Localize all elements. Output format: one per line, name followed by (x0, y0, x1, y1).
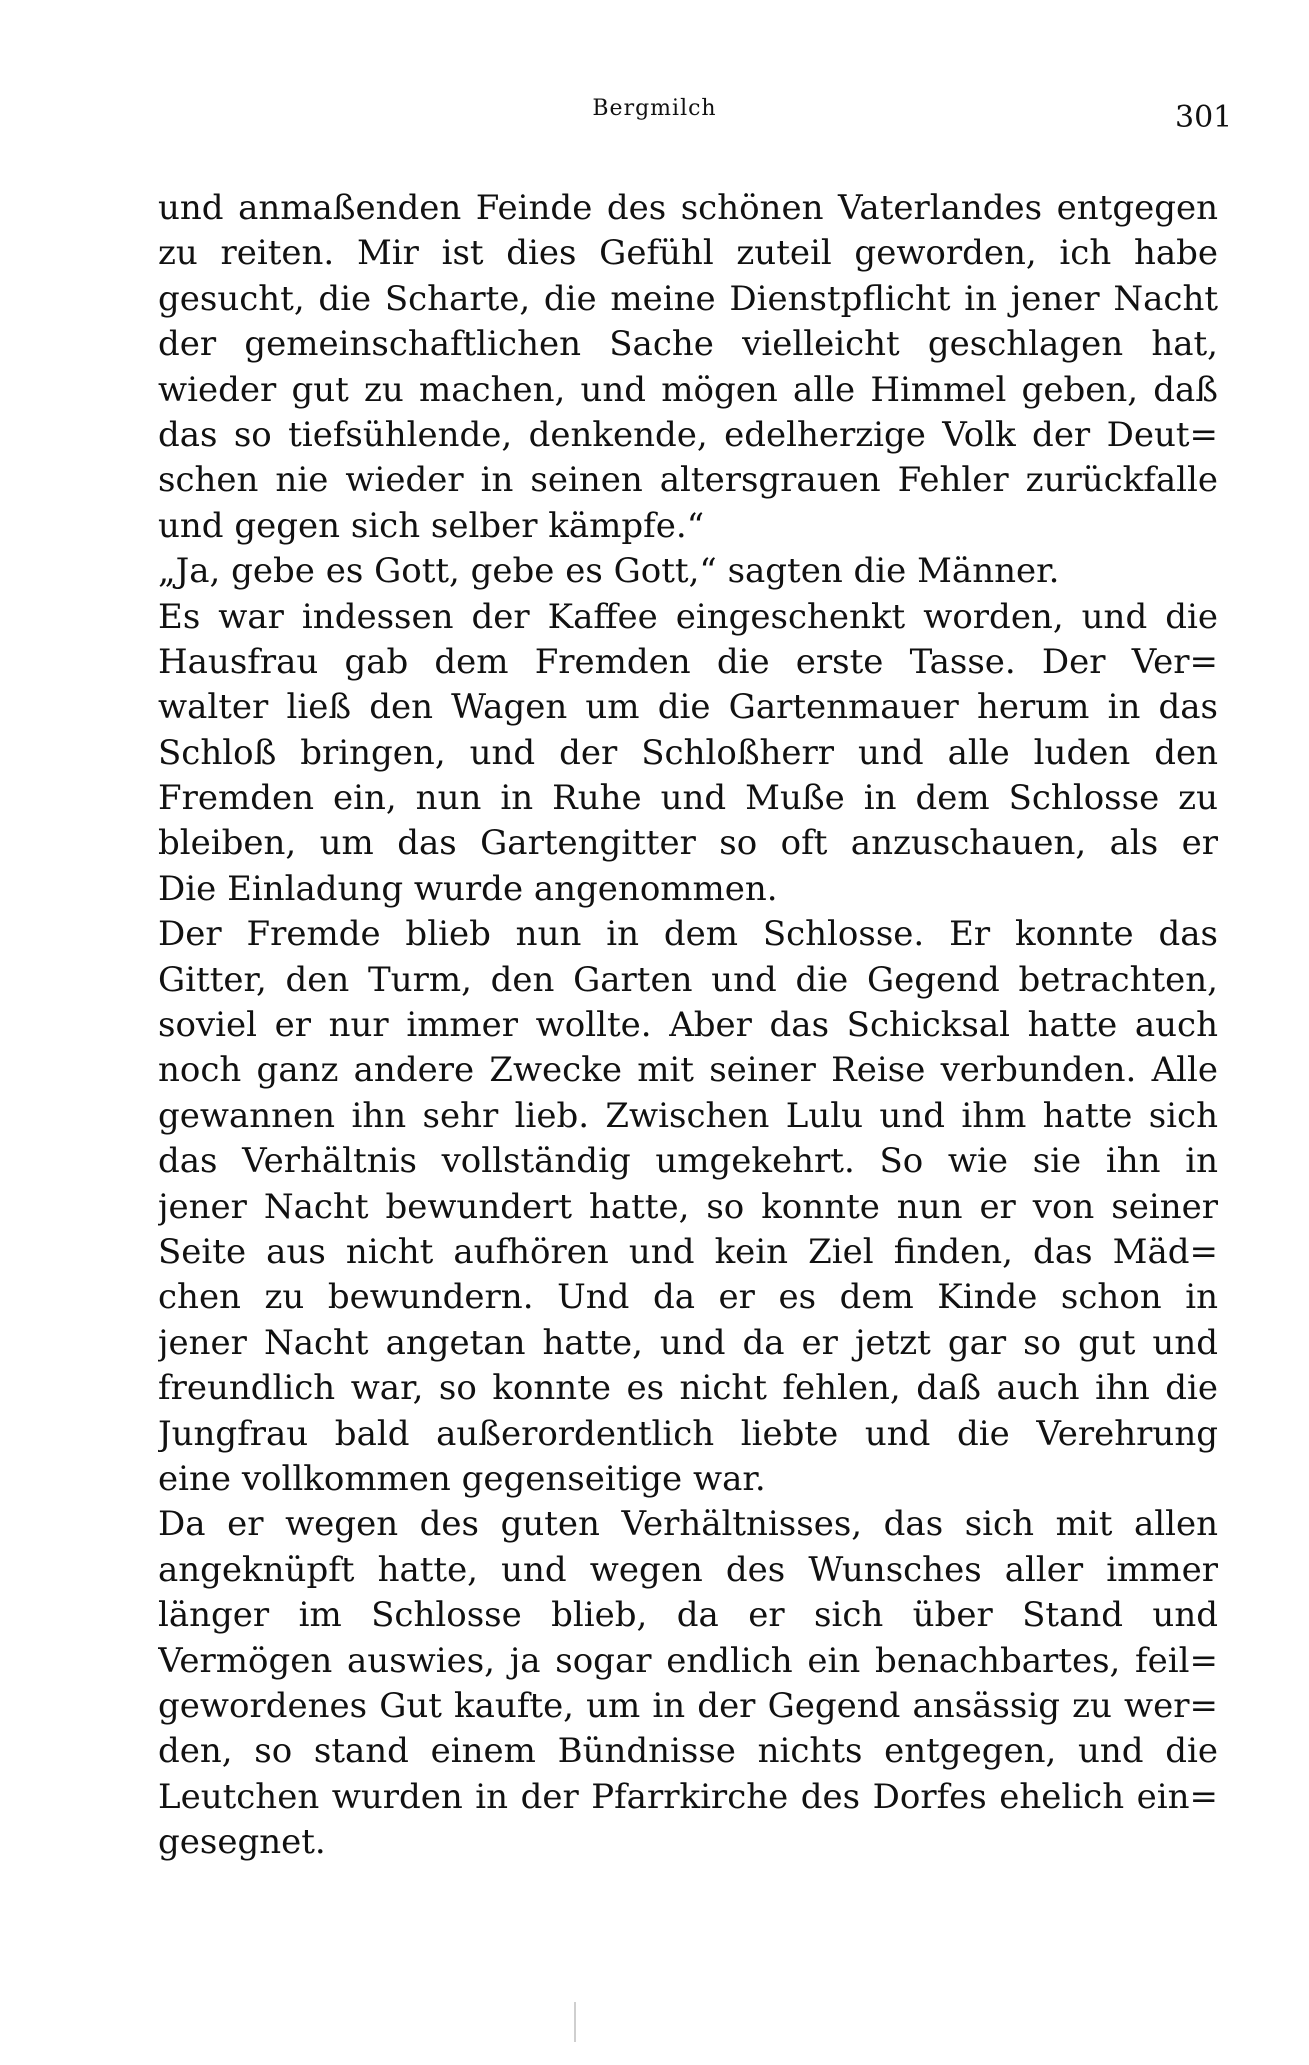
text-line: eine vollkommen gegenseitige war. (158, 1458, 766, 1499)
text-line: das Verhältnis vollständig umgekehrt. So wie sie ihn in (158, 1141, 1218, 1182)
text-line: „Ja, gebe es Gott, gebe es Gott,“ sagten die Männer. (158, 551, 1060, 592)
text-line: Seite aus nicht aufhören und kein Ziel finden, das Mäd= (158, 1231, 1218, 1272)
text-line: angeknüpft hatte, und wegen des Wunsches aller immer (158, 1549, 1218, 1590)
text-line: gewannen ihn sehr lieb. Zwischen Lulu und ihm hatte sich (158, 1095, 1218, 1136)
scan-mark (574, 2002, 576, 2042)
text-line: Da er wegen des guten Verhältnisses, das sich mit allen (158, 1504, 1218, 1545)
text-line: jener Nacht bewundert hatte, so konnte nun er von seiner (158, 1186, 1218, 1227)
text-line: chen zu bewundern. Und da er es dem Kinde schon in (158, 1277, 1218, 1318)
text-line: schen nie wieder in seinen altersgrauen Fehler zurückfalle (158, 460, 1218, 501)
text-line: den, so stand einem Bündnisse nichts entgegen, und die (158, 1731, 1218, 1772)
text-line: Der Fremde blieb nun in dem Schlosse. Er konnte das (158, 914, 1218, 955)
text-line: bleiben, um das Gartengitter so oft anzuschauen, als er (158, 823, 1218, 864)
text-line: walter ließ den Wagen um die Gartenmauer herum in das (158, 687, 1218, 728)
text-line: gesucht, die Scharte, die meine Dienstpflicht in jener Nacht (158, 278, 1218, 319)
text-line: und anmaßenden Feinde des schönen Vaterlandes entgegen (158, 188, 1218, 228)
text-line: Fremden ein, nun in Ruhe und Muße in dem Schlosse zu (158, 778, 1218, 819)
body-text (158, 186, 1218, 1865)
text-line: Hausfrau gab dem Fremden die erste Tasse. Der Ver= (158, 641, 1218, 682)
text-line: Die Einladung wurde angenommen. (158, 868, 778, 909)
text-line: zu reiten. Mir ist dies Gefühl zuteil geworden, ich habe (158, 233, 1218, 274)
text-line: das so tiefsühlende, denkende, edelherzige Volk der Deut= (158, 414, 1218, 455)
text-line: Jungfrau bald außerordentlich liebte und die Verehrung (158, 1413, 1218, 1454)
text-line: Schloß bringen, und der Schloßherr und alle luden den (158, 732, 1218, 773)
running-title: Bergmilch (592, 96, 717, 121)
text-line: gewordenes Gut kaufte, um in der Gegend ansässig zu wer= (158, 1685, 1218, 1726)
text-line: Gitter, den Turm, den Garten und die Gegend betrachten, (158, 959, 1218, 1000)
text-line: Vermögen auswies, ja sogar endlich ein benachbartes, feil= (158, 1640, 1218, 1681)
text-line: freundlich war, so konnte es nicht fehlen, daß auch ihn die (158, 1368, 1218, 1409)
text-line: länger im Schlosse blieb, da er sich über Stand und (158, 1595, 1218, 1636)
text-line: wieder gut zu machen, und mögen alle Himmel geben, daß (158, 369, 1218, 410)
text-line: der gemeinschaftlichen Sache vielleicht geschlagen hat, (158, 324, 1218, 365)
text-line: gesegnet. (158, 1822, 326, 1863)
text-line: noch ganz andere Zwecke mit seiner Reise verbunden. Alle (158, 1050, 1218, 1091)
text-line: und gegen sich selber kämpfe.“ (158, 505, 705, 546)
text-line: Leutchen wurden in der Pfarrkirche des Dorfes ehelich ein= (158, 1776, 1218, 1817)
page-number: 301 (1175, 100, 1233, 135)
text-line: soviel er nur immer wollte. Aber das Schicksal hatte auch (158, 1005, 1218, 1046)
text-line: Es war indessen der Kaffee eingeschenkt worden, und die (158, 596, 1218, 637)
text-line: jener Nacht angetan hatte, und da er jetzt gar so gut und (158, 1322, 1218, 1363)
